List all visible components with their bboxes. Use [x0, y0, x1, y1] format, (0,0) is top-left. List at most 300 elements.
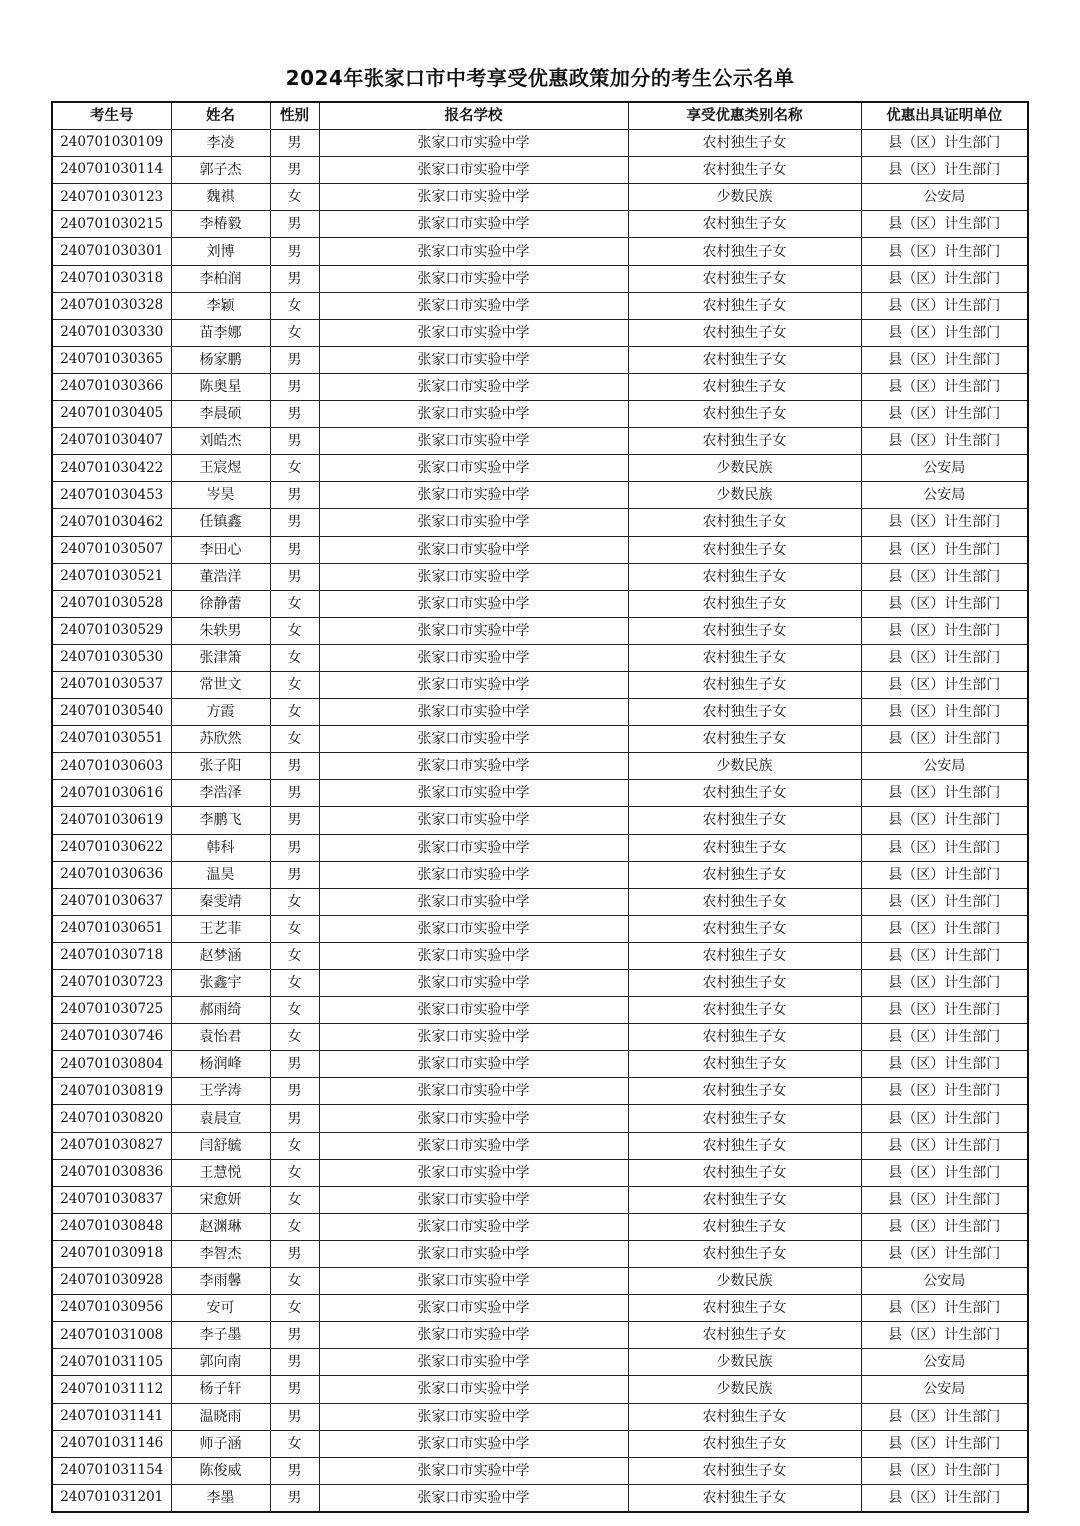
- cell-certifier: 县（区）计生部门: [861, 1105, 1028, 1132]
- cell-certifier: 县（区）计生部门: [861, 1078, 1028, 1105]
- cell-category: 农村独生子女: [628, 861, 861, 888]
- cell-gender: 女: [270, 590, 319, 617]
- cell-school: 张家口市实验中学: [319, 997, 628, 1024]
- cell-certifier: 县（区）计生部门: [861, 130, 1028, 157]
- cell-school: 张家口市实验中学: [319, 699, 628, 726]
- candidate-table: [51, 101, 1029, 1513]
- cell-exam-id: 240701030528: [52, 590, 171, 617]
- table-row: [52, 509, 1028, 536]
- table-row: [52, 373, 1028, 400]
- cell-gender: 男: [270, 401, 319, 428]
- table-row: [52, 1132, 1028, 1159]
- cell-exam-id: 240701030848: [52, 1213, 171, 1240]
- table-row: [52, 1349, 1028, 1376]
- cell-category: 农村独生子女: [628, 1186, 861, 1213]
- cell-exam-id: 240701030405: [52, 401, 171, 428]
- cell-certifier: 县（区）计生部门: [861, 1186, 1028, 1213]
- cell-exam-id: 240701030330: [52, 319, 171, 346]
- cell-certifier: 县（区）计生部门: [861, 1322, 1028, 1349]
- table-row: [52, 319, 1028, 346]
- cell-name: 郝雨绮: [171, 997, 270, 1024]
- cell-gender: 男: [270, 346, 319, 373]
- table-row: [52, 1484, 1028, 1512]
- cell-school: 张家口市实验中学: [319, 563, 628, 590]
- cell-school: 张家口市实验中学: [319, 238, 628, 265]
- cell-gender: 男: [270, 482, 319, 509]
- cell-category: 农村独生子女: [628, 1078, 861, 1105]
- cell-gender: 女: [270, 915, 319, 942]
- table-row: [52, 238, 1028, 265]
- cell-category: 农村独生子女: [628, 780, 861, 807]
- cell-gender: 女: [270, 726, 319, 753]
- cell-category: 农村独生子女: [628, 1132, 861, 1159]
- cell-school: 张家口市实验中学: [319, 292, 628, 319]
- cell-school: 张家口市实验中学: [319, 1376, 628, 1403]
- cell-name: 秦雯靖: [171, 888, 270, 915]
- cell-category: 农村独生子女: [628, 590, 861, 617]
- header-certifier: 优惠出具证明单位: [861, 102, 1028, 130]
- cell-certifier: 县（区）计生部门: [861, 157, 1028, 184]
- cell-exam-id: 240701030530: [52, 644, 171, 671]
- cell-name: 李子墨: [171, 1322, 270, 1349]
- cell-exam-id: 240701030529: [52, 617, 171, 644]
- cell-school: 张家口市实验中学: [319, 1430, 628, 1457]
- cell-school: 张家口市实验中学: [319, 536, 628, 563]
- cell-certifier: 县（区）计生部门: [861, 970, 1028, 997]
- cell-certifier: 公安局: [861, 1349, 1028, 1376]
- cell-exam-id: 240701030637: [52, 888, 171, 915]
- cell-certifier: 公安局: [861, 184, 1028, 211]
- table-row: [52, 834, 1028, 861]
- cell-certifier: 县（区）计生部门: [861, 1403, 1028, 1430]
- cell-certifier: 县（区）计生部门: [861, 346, 1028, 373]
- cell-school: 张家口市实验中学: [319, 401, 628, 428]
- table-row: [52, 157, 1028, 184]
- cell-school: 张家口市实验中学: [319, 346, 628, 373]
- cell-name: 杨家鹏: [171, 346, 270, 373]
- cell-gender: 女: [270, 1159, 319, 1186]
- table-row: [52, 1403, 1028, 1430]
- table-row: [52, 1078, 1028, 1105]
- table-row: [52, 1295, 1028, 1322]
- table-row: [52, 807, 1028, 834]
- cell-category: 农村独生子女: [628, 401, 861, 428]
- cell-gender: 男: [270, 1349, 319, 1376]
- cell-gender: 男: [270, 130, 319, 157]
- cell-certifier: 公安局: [861, 455, 1028, 482]
- cell-name: 刘皓杰: [171, 428, 270, 455]
- cell-gender: 男: [270, 1240, 319, 1267]
- cell-gender: 女: [270, 617, 319, 644]
- table-row: [52, 482, 1028, 509]
- cell-school: 张家口市实验中学: [319, 1457, 628, 1484]
- cell-school: 张家口市实验中学: [319, 617, 628, 644]
- cell-name: 李柏润: [171, 265, 270, 292]
- cell-school: 张家口市实验中学: [319, 1105, 628, 1132]
- cell-name: 李凌: [171, 130, 270, 157]
- cell-name: 岑昊: [171, 482, 270, 509]
- cell-school: 张家口市实验中学: [319, 1078, 628, 1105]
- table-row: [52, 970, 1028, 997]
- cell-category: 农村独生子女: [628, 1322, 861, 1349]
- cell-exam-id: 240701030365: [52, 346, 171, 373]
- cell-certifier: 县（区）计生部门: [861, 536, 1028, 563]
- cell-gender: 男: [270, 780, 319, 807]
- cell-category: 少数民族: [628, 753, 861, 780]
- cell-certifier: 县（区）计生部门: [861, 861, 1028, 888]
- cell-gender: 女: [270, 942, 319, 969]
- cell-gender: 女: [270, 888, 319, 915]
- cell-certifier: 县（区）计生部门: [861, 1213, 1028, 1240]
- cell-school: 张家口市实验中学: [319, 915, 628, 942]
- cell-exam-id: 240701030366: [52, 373, 171, 400]
- cell-exam-id: 240701030521: [52, 563, 171, 590]
- cell-school: 张家口市实验中学: [319, 888, 628, 915]
- cell-exam-id: 240701030537: [52, 671, 171, 698]
- cell-certifier: 县（区）计生部门: [861, 617, 1028, 644]
- cell-exam-id: 240701030723: [52, 970, 171, 997]
- cell-category: 农村独生子女: [628, 319, 861, 346]
- cell-category: 农村独生子女: [628, 563, 861, 590]
- cell-gender: 女: [270, 671, 319, 698]
- cell-certifier: 县（区）计生部门: [861, 644, 1028, 671]
- cell-certifier: 县（区）计生部门: [861, 997, 1028, 1024]
- cell-gender: 男: [270, 373, 319, 400]
- cell-certifier: 县（区）计生部门: [861, 319, 1028, 346]
- cell-certifier: 县（区）计生部门: [861, 590, 1028, 617]
- page-title: 2024年张家口市中考享受优惠政策加分的考生公示名单: [285, 66, 795, 90]
- cell-name: 张子阳: [171, 753, 270, 780]
- cell-gender: 男: [270, 238, 319, 265]
- cell-category: 农村独生子女: [628, 1295, 861, 1322]
- cell-school: 张家口市实验中学: [319, 1051, 628, 1078]
- cell-exam-id: 240701030407: [52, 428, 171, 455]
- cell-exam-id: 240701030636: [52, 861, 171, 888]
- cell-gender: 女: [270, 319, 319, 346]
- cell-name: 王慧悦: [171, 1159, 270, 1186]
- table-body: [52, 130, 1028, 1512]
- cell-exam-id: 240701030301: [52, 238, 171, 265]
- cell-exam-id: 240701030422: [52, 455, 171, 482]
- cell-name: 李智杰: [171, 1240, 270, 1267]
- table-row: [52, 1457, 1028, 1484]
- cell-category: 农村独生子女: [628, 346, 861, 373]
- header-category: 享受优惠类别名称: [628, 102, 861, 130]
- cell-gender: 男: [270, 1078, 319, 1105]
- cell-certifier: 县（区）计生部门: [861, 888, 1028, 915]
- cell-certifier: 县（区）计生部门: [861, 834, 1028, 861]
- cell-gender: 男: [270, 1403, 319, 1430]
- cell-certifier: 县（区）计生部门: [861, 265, 1028, 292]
- cell-gender: 女: [270, 1295, 319, 1322]
- cell-category: 农村独生子女: [628, 536, 861, 563]
- table-row: [52, 1268, 1028, 1295]
- cell-certifier: 公安局: [861, 1268, 1028, 1295]
- cell-gender: 女: [270, 1186, 319, 1213]
- cell-gender: 女: [270, 644, 319, 671]
- cell-category: 农村独生子女: [628, 373, 861, 400]
- cell-name: 师子涵: [171, 1430, 270, 1457]
- cell-school: 张家口市实验中学: [319, 157, 628, 184]
- table-row: [52, 888, 1028, 915]
- cell-name: 魏祺: [171, 184, 270, 211]
- cell-gender: 男: [270, 509, 319, 536]
- cell-gender: 男: [270, 157, 319, 184]
- cell-school: 张家口市实验中学: [319, 970, 628, 997]
- cell-certifier: 县（区）计生部门: [861, 942, 1028, 969]
- cell-gender: 女: [270, 699, 319, 726]
- cell-exam-id: 240701030827: [52, 1132, 171, 1159]
- cell-exam-id: 240701030114: [52, 157, 171, 184]
- cell-gender: 男: [270, 1051, 319, 1078]
- cell-school: 张家口市实验中学: [319, 644, 628, 671]
- table-row: [52, 401, 1028, 428]
- cell-certifier: 县（区）计生部门: [861, 292, 1028, 319]
- cell-gender: 女: [270, 455, 319, 482]
- cell-school: 张家口市实验中学: [319, 455, 628, 482]
- cell-category: 少数民族: [628, 482, 861, 509]
- table-row: [52, 184, 1028, 211]
- cell-category: 农村独生子女: [628, 1159, 861, 1186]
- cell-school: 张家口市实验中学: [319, 942, 628, 969]
- cell-exam-id: 240701031154: [52, 1457, 171, 1484]
- table-header-row: [52, 102, 1028, 130]
- cell-name: 李晨硕: [171, 401, 270, 428]
- cell-school: 张家口市实验中学: [319, 1349, 628, 1376]
- cell-certifier: 县（区）计生部门: [861, 1484, 1028, 1512]
- cell-name: 李颖: [171, 292, 270, 319]
- cell-name: 李椿毅: [171, 211, 270, 238]
- cell-category: 农村独生子女: [628, 265, 861, 292]
- cell-name: 袁晨宣: [171, 1105, 270, 1132]
- cell-name: 方霞: [171, 699, 270, 726]
- cell-certifier: 县（区）计生部门: [861, 1430, 1028, 1457]
- cell-category: 少数民族: [628, 455, 861, 482]
- table-row: [52, 699, 1028, 726]
- cell-exam-id: 240701030918: [52, 1240, 171, 1267]
- cell-school: 张家口市实验中学: [319, 1024, 628, 1051]
- cell-certifier: 县（区）计生部门: [861, 563, 1028, 590]
- cell-certifier: 县（区）计生部门: [861, 915, 1028, 942]
- cell-gender: 女: [270, 1132, 319, 1159]
- cell-name: 袁怡君: [171, 1024, 270, 1051]
- table-row: [52, 1213, 1028, 1240]
- cell-school: 张家口市实验中学: [319, 428, 628, 455]
- cell-exam-id: 240701030819: [52, 1078, 171, 1105]
- cell-gender: 女: [270, 970, 319, 997]
- cell-gender: 男: [270, 1484, 319, 1512]
- table-row: [52, 780, 1028, 807]
- table-row: [52, 1430, 1028, 1457]
- header-gender: 性别: [270, 102, 319, 130]
- cell-exam-id: 240701030746: [52, 1024, 171, 1051]
- cell-name: 常世文: [171, 671, 270, 698]
- cell-name: 陈奥星: [171, 373, 270, 400]
- cell-gender: 男: [270, 536, 319, 563]
- cell-exam-id: 240701030328: [52, 292, 171, 319]
- cell-exam-id: 240701030603: [52, 753, 171, 780]
- cell-name: 赵渊琳: [171, 1213, 270, 1240]
- cell-category: 农村独生子女: [628, 428, 861, 455]
- cell-name: 苗李娜: [171, 319, 270, 346]
- cell-gender: 女: [270, 1024, 319, 1051]
- cell-certifier: 县（区）计生部门: [861, 1024, 1028, 1051]
- cell-category: 农村独生子女: [628, 726, 861, 753]
- cell-exam-id: 240701030837: [52, 1186, 171, 1213]
- cell-category: 农村独生子女: [628, 211, 861, 238]
- cell-name: 温晓雨: [171, 1403, 270, 1430]
- cell-exam-id: 240701031201: [52, 1484, 171, 1512]
- table-row: [52, 428, 1028, 455]
- cell-school: 张家口市实验中学: [319, 1403, 628, 1430]
- cell-category: 农村独生子女: [628, 997, 861, 1024]
- table-row: [52, 1159, 1028, 1186]
- cell-category: 农村独生子女: [628, 942, 861, 969]
- cell-name: 刘博: [171, 238, 270, 265]
- cell-name: 张津箫: [171, 644, 270, 671]
- cell-exam-id: 240701030215: [52, 211, 171, 238]
- cell-category: 农村独生子女: [628, 1403, 861, 1430]
- cell-certifier: 县（区）计生部门: [861, 401, 1028, 428]
- cell-certifier: 县（区）计生部门: [861, 1240, 1028, 1267]
- cell-exam-id: 240701030956: [52, 1295, 171, 1322]
- cell-category: 农村独生子女: [628, 671, 861, 698]
- table-row: [52, 563, 1028, 590]
- cell-gender: 男: [270, 1105, 319, 1132]
- cell-certifier: 县（区）计生部门: [861, 238, 1028, 265]
- cell-school: 张家口市实验中学: [319, 671, 628, 698]
- cell-school: 张家口市实验中学: [319, 184, 628, 211]
- cell-name: 李雨馨: [171, 1268, 270, 1295]
- table-row: [52, 1186, 1028, 1213]
- cell-exam-id: 240701030123: [52, 184, 171, 211]
- cell-certifier: 县（区）计生部门: [861, 1457, 1028, 1484]
- cell-category: 农村独生子女: [628, 1105, 861, 1132]
- table-row: [52, 590, 1028, 617]
- cell-certifier: 县（区）计生部门: [861, 671, 1028, 698]
- table-row: [52, 942, 1028, 969]
- cell-category: 农村独生子女: [628, 1024, 861, 1051]
- table-row: [52, 455, 1028, 482]
- cell-exam-id: 240701030718: [52, 942, 171, 969]
- cell-gender: 女: [270, 1213, 319, 1240]
- cell-exam-id: 240701030820: [52, 1105, 171, 1132]
- cell-certifier: 县（区）计生部门: [861, 807, 1028, 834]
- header-school: 报名学校: [319, 102, 628, 130]
- cell-certifier: 公安局: [861, 1376, 1028, 1403]
- table-row: [52, 265, 1028, 292]
- table-row: [52, 1051, 1028, 1078]
- cell-category: 农村独生子女: [628, 509, 861, 536]
- cell-name: 王艺菲: [171, 915, 270, 942]
- cell-certifier: 县（区）计生部门: [861, 699, 1028, 726]
- table-row: [52, 346, 1028, 373]
- cell-exam-id: 240701030836: [52, 1159, 171, 1186]
- cell-exam-id: 240701030928: [52, 1268, 171, 1295]
- cell-category: 农村独生子女: [628, 1430, 861, 1457]
- cell-name: 安可: [171, 1295, 270, 1322]
- cell-certifier: 公安局: [861, 753, 1028, 780]
- table-row: [52, 671, 1028, 698]
- cell-name: 李鹏飞: [171, 807, 270, 834]
- table-row: [52, 1322, 1028, 1349]
- cell-school: 张家口市实验中学: [319, 130, 628, 157]
- cell-name: 苏欣然: [171, 726, 270, 753]
- cell-exam-id: 240701031112: [52, 1376, 171, 1403]
- cell-exam-id: 240701030551: [52, 726, 171, 753]
- cell-name: 温昊: [171, 861, 270, 888]
- table-row: [52, 536, 1028, 563]
- cell-gender: 女: [270, 184, 319, 211]
- cell-category: 少数民族: [628, 184, 861, 211]
- cell-name: 徐静蕾: [171, 590, 270, 617]
- table-row: [52, 130, 1028, 157]
- table-row: [52, 1376, 1028, 1403]
- cell-name: 赵梦涵: [171, 942, 270, 969]
- table-row: [52, 292, 1028, 319]
- cell-category: 农村独生子女: [628, 644, 861, 671]
- cell-exam-id: 240701031105: [52, 1349, 171, 1376]
- table-row: [52, 1240, 1028, 1267]
- cell-gender: 男: [270, 1376, 319, 1403]
- cell-school: 张家口市实验中学: [319, 482, 628, 509]
- cell-name: 宋愈妍: [171, 1186, 270, 1213]
- cell-school: 张家口市实验中学: [319, 1322, 628, 1349]
- cell-category: 农村独生子女: [628, 834, 861, 861]
- cell-name: 王宸煜: [171, 455, 270, 482]
- cell-certifier: 县（区）计生部门: [861, 780, 1028, 807]
- cell-category: 农村独生子女: [628, 1484, 861, 1512]
- cell-exam-id: 240701031146: [52, 1430, 171, 1457]
- table-row: [52, 997, 1028, 1024]
- table-row: [52, 1024, 1028, 1051]
- cell-category: 农村独生子女: [628, 1240, 861, 1267]
- cell-school: 张家口市实验中学: [319, 509, 628, 536]
- cell-category: 农村独生子女: [628, 915, 861, 942]
- cell-exam-id: 240701031141: [52, 1403, 171, 1430]
- cell-gender: 男: [270, 563, 319, 590]
- cell-category: 少数民族: [628, 1268, 861, 1295]
- cell-exam-id: 240701030804: [52, 1051, 171, 1078]
- cell-gender: 男: [270, 1322, 319, 1349]
- cell-gender: 男: [270, 211, 319, 238]
- cell-exam-id: 240701030651: [52, 915, 171, 942]
- cell-school: 张家口市实验中学: [319, 1213, 628, 1240]
- cell-school: 张家口市实验中学: [319, 590, 628, 617]
- cell-school: 张家口市实验中学: [319, 1240, 628, 1267]
- cell-school: 张家口市实验中学: [319, 1484, 628, 1512]
- cell-certifier: 县（区）计生部门: [861, 726, 1028, 753]
- cell-category: 农村独生子女: [628, 292, 861, 319]
- cell-school: 张家口市实验中学: [319, 726, 628, 753]
- header-exam-id: 考生号: [52, 102, 171, 130]
- cell-exam-id: 240701030622: [52, 834, 171, 861]
- cell-school: 张家口市实验中学: [319, 780, 628, 807]
- cell-name: 李田心: [171, 536, 270, 563]
- cell-school: 张家口市实验中学: [319, 1186, 628, 1213]
- cell-gender: 男: [270, 428, 319, 455]
- table-row: [52, 644, 1028, 671]
- cell-school: 张家口市实验中学: [319, 265, 628, 292]
- cell-certifier: 县（区）计生部门: [861, 211, 1028, 238]
- cell-school: 张家口市实验中学: [319, 834, 628, 861]
- cell-gender: 女: [270, 292, 319, 319]
- cell-name: 张鑫宇: [171, 970, 270, 997]
- table-row: [52, 1105, 1028, 1132]
- cell-name: 杨子轩: [171, 1376, 270, 1403]
- table-row: [52, 617, 1028, 644]
- cell-name: 陈俊威: [171, 1457, 270, 1484]
